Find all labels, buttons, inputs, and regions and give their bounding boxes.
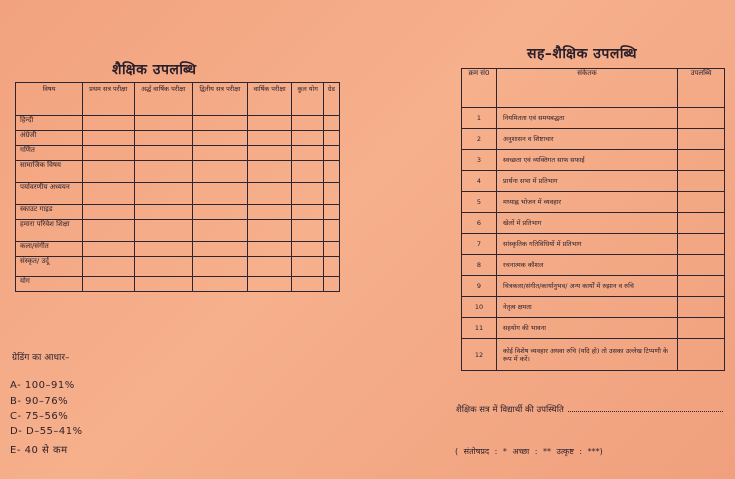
row-indicator: अनुशासन व शिष्टाचार [497,129,678,150]
co-academic-row [462,171,725,192]
score-cell[interactable] [247,131,292,146]
score-cell[interactable] [247,220,292,242]
score-cell[interactable] [247,242,292,257]
subject-name: कला/संगीत [16,242,83,257]
row-indicator: नेतृत्व क्षमता [497,297,678,318]
row-indicator: कोई विशेष व्यवहार अथवा रुचि (यदि हो) तो उसका उल्लेख टिप्पणी के रूप में करें। [497,339,678,371]
score-cell[interactable] [292,205,323,220]
academic-row [16,242,340,257]
row-serial: 5 [462,192,497,213]
score-cell[interactable] [134,116,193,131]
score-cell[interactable] [292,131,323,146]
academic-row [16,131,340,146]
row-indicator: चित्रकला/संगीत/कार्यानुभव/ अन्य कार्यों में रुझान व रुचि [497,276,678,297]
score-cell[interactable] [83,116,135,131]
score-cell[interactable] [193,161,248,183]
row-indicator: सांस्कृतिक गतिविधियों में प्रतिभाग [497,234,678,255]
co-academic-row [462,129,725,150]
row-indicator: नियमितता एवं समयबद्धता [497,108,678,129]
academic-col-header: ग्रेड [323,83,339,116]
score-cell[interactable] [247,257,292,277]
score-cell[interactable] [292,146,323,161]
row-indicator: सहयोग की भावना [497,318,678,339]
row-serial: 10 [462,297,497,318]
score-cell[interactable] [292,257,323,277]
row-achievement-cell[interactable] [678,339,725,371]
score-cell[interactable] [247,116,292,131]
academic-row [16,146,340,161]
score-cell[interactable] [292,116,323,131]
row-achievement-cell[interactable] [678,297,725,318]
score-cell[interactable] [193,277,248,292]
score-cell[interactable] [292,277,323,292]
academic-col-header: द्वितीय सत्र परीक्षा [193,83,248,116]
academic-col-header: अर्द्ध वार्षिक परीक्षा [134,83,193,116]
score-cell[interactable] [83,220,135,242]
academic-row [16,220,340,242]
attendance-blank[interactable] [568,403,723,412]
row-indicator: मध्याह्न भोजन में व्यवहार [497,192,678,213]
row-achievement-cell[interactable] [678,171,725,192]
grade-b: B- 90–76% [10,396,69,407]
grade-e: E- 40 से कम [10,445,68,456]
subject-name: स्काउट गाइड [16,205,83,220]
score-cell[interactable] [292,161,323,183]
academic-row [16,161,340,183]
row-achievement-cell[interactable] [678,192,725,213]
score-cell[interactable] [134,220,193,242]
row-achievement-cell[interactable] [678,234,725,255]
row-serial: 4 [462,171,497,192]
score-cell[interactable] [83,277,135,292]
co-academic-row [462,318,725,339]
subject-name: संस्कृत/ उर्दू [16,257,83,277]
score-cell[interactable] [83,131,135,146]
row-achievement-cell[interactable] [678,129,725,150]
row-serial: 12 [462,339,497,371]
subject-name: हमारा परिवेश शिक्षा [16,220,83,242]
score-cell[interactable] [323,161,339,183]
row-achievement-cell[interactable] [678,318,725,339]
col-header-indicator: संकेतक [497,69,678,108]
grading-heading: ग्रेडिंग का आधार– [12,353,70,363]
row-achievement-cell[interactable] [678,213,725,234]
score-cell[interactable] [323,257,339,277]
attendance-line [456,403,723,415]
co-academic-row [462,192,725,213]
score-cell[interactable] [323,131,339,146]
subject-name: पर्यावरणीय अध्ययन [16,183,83,205]
academic-row [16,257,340,277]
score-cell[interactable] [134,183,193,205]
academic-row [16,205,340,220]
score-cell[interactable] [323,146,339,161]
co-academic-row [462,276,725,297]
row-serial: 8 [462,255,497,276]
subject-name: गणित [16,146,83,161]
academic-row [16,277,340,292]
score-cell[interactable] [323,220,339,242]
score-cell[interactable] [83,183,135,205]
score-cell[interactable] [134,277,193,292]
score-cell[interactable] [292,242,323,257]
row-achievement-cell[interactable] [678,108,725,129]
score-cell[interactable] [83,205,135,220]
score-cell[interactable] [323,183,339,205]
co-academic-row [462,150,725,171]
co-academic-row [462,339,725,371]
row-serial: 6 [462,213,497,234]
score-cell[interactable] [193,242,248,257]
co-academic-row [462,255,725,276]
subject-name: अंग्रेजी [16,131,83,146]
academic-col-header: कुल योग [292,83,323,116]
score-cell[interactable] [193,220,248,242]
row-achievement-cell[interactable] [678,150,725,171]
co-academic-row [462,108,725,129]
row-achievement-cell[interactable] [678,276,725,297]
row-serial: 9 [462,276,497,297]
row-serial: 11 [462,318,497,339]
score-cell[interactable] [323,277,339,292]
row-indicator: स्वच्छता एवं व्यक्तिगत साफ सफाई [497,150,678,171]
col-header-achievement: उपलब्धि [678,69,725,108]
row-serial: 3 [462,150,497,171]
score-cell[interactable] [193,205,248,220]
co-academic-row [462,213,725,234]
row-achievement-cell[interactable] [678,255,725,276]
score-cell[interactable] [247,146,292,161]
score-cell[interactable] [292,220,323,242]
score-cell[interactable] [134,146,193,161]
score-cell[interactable] [193,116,248,131]
score-cell[interactable] [134,131,193,146]
rating-legend: ( संतोषप्रद : * अच्छा : ** उत्कृष्ट : ***) [455,447,603,456]
row-indicator: प्रार्थना सभा में प्रतिभाग [497,171,678,192]
co-academic-row [462,297,725,318]
score-cell[interactable] [292,183,323,205]
academic-col-header: विषय [16,83,83,116]
score-cell[interactable] [247,161,292,183]
co-academic-table [461,68,725,371]
subject-name: हिन्दी [16,116,83,131]
row-indicator: रचनात्मक कौशल [497,255,678,276]
grade-c: C- 75–56% [10,411,69,422]
score-cell[interactable] [134,161,193,183]
score-cell[interactable] [323,116,339,131]
score-cell[interactable] [193,257,248,277]
col-header-serial: क्रम सं0 [462,69,497,108]
score-cell[interactable] [193,131,248,146]
row-serial: 7 [462,234,497,255]
academic-title: शैक्षिक उपलब्धि [112,62,197,78]
score-cell[interactable] [83,161,135,183]
score-cell[interactable] [83,257,135,277]
score-cell[interactable] [247,277,292,292]
row-indicator: खेलों में प्रतिभाग [497,213,678,234]
score-cell[interactable] [83,242,135,257]
subject-name: सामाजिक विषय [16,161,83,183]
score-cell[interactable] [134,242,193,257]
co-academic-row [462,234,725,255]
score-cell[interactable] [323,242,339,257]
attendance-label: शैक्षिक सत्र में विद्यार्थी की उपस्थिति [456,405,564,415]
grade-a: A- 100–91% [10,380,75,391]
score-cell[interactable] [193,183,248,205]
co-academic-title: सह–शैक्षिक उपलब्धि [527,46,637,62]
row-serial: 1 [462,108,497,129]
row-serial: 2 [462,129,497,150]
score-cell[interactable] [323,205,339,220]
score-cell[interactable] [247,183,292,205]
score-cell[interactable] [247,205,292,220]
academic-col-header: प्रथम सत्र परीक्षा [83,83,135,116]
score-cell[interactable] [134,257,193,277]
score-cell[interactable] [134,205,193,220]
academic-row [16,183,340,205]
academic-row [16,116,340,131]
subject-name: योग [16,277,83,292]
score-cell[interactable] [83,146,135,161]
grade-d: D- D–55–41% [10,426,83,437]
score-cell[interactable] [193,146,248,161]
academic-table [15,82,340,292]
academic-col-header: वार्षिक परीक्षा [247,83,292,116]
